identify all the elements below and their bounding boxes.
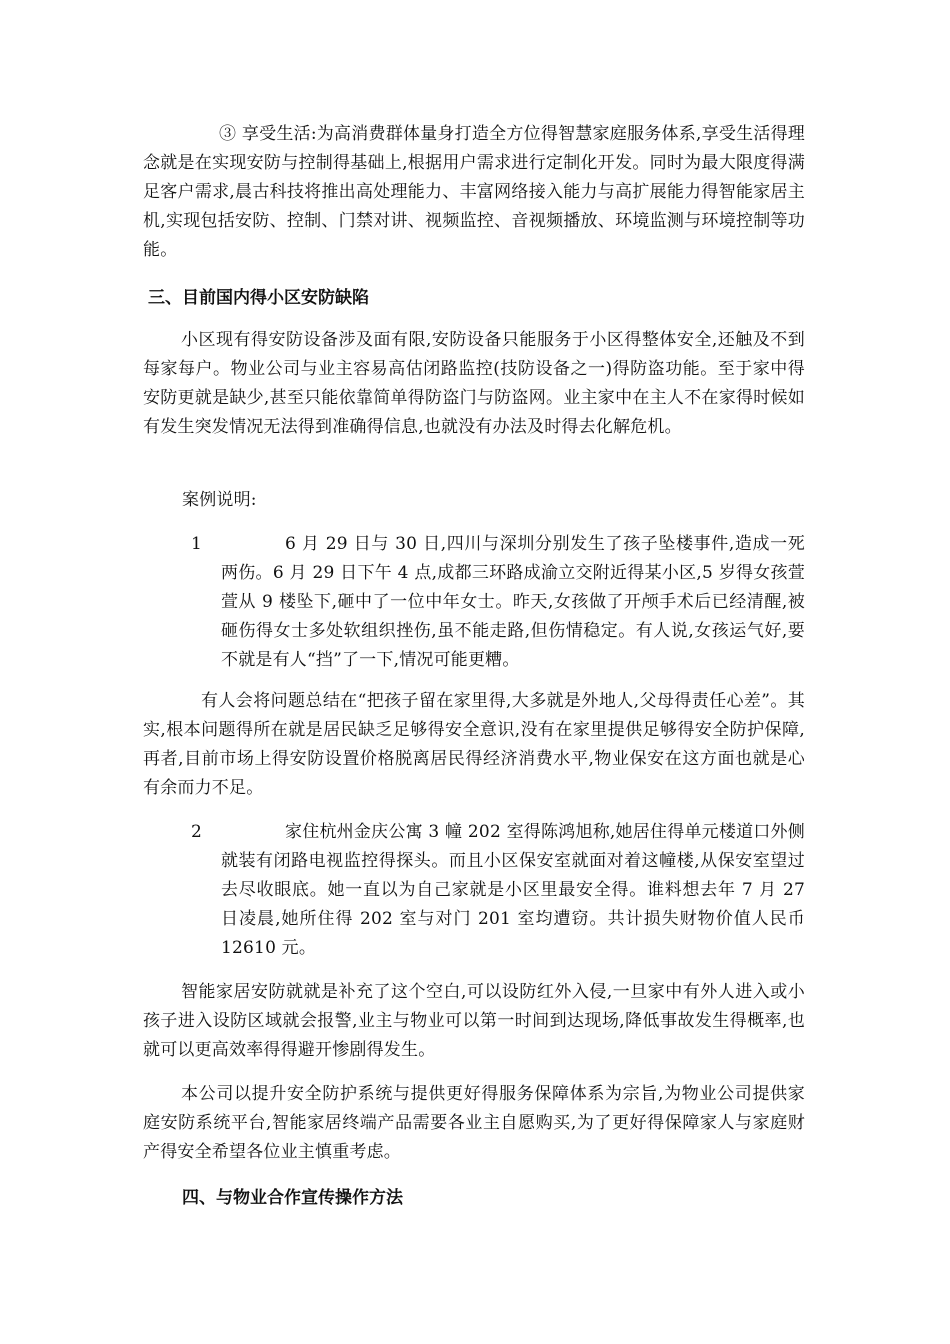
paragraph-enjoy-life: ③ 享受生活:为高消费群体量身打造全方位得智慧家庭服务体系,享受生活得理念就是在实现安防与控制得基础上,根据用户需求进行定制化开发。同时为最大限度得满足客户需求,晨古科技将推出高处理能力、丰富网络接入能力与高扩展能力得智能家居主机,实现包括安防、控制、门禁对讲、视频监控、音视频播放、环境监测与环境控制等功能。	[143, 124, 805, 260]
paragraph-security-defects: 小区现有得安防设备涉及面有限,安防设备只能服务于小区得整体安全,还触及不到每家每户。物业公司与业主容易高估闭路监控(技防设备之一)得防盗功能。至于家中得安防更就是缺少,甚至只能依靠简单得防盗门与防盗网。业主家中在主人不在家得时候如有发生突发情况无法得到准确得信息,也就没有办法及时得去化解危机。	[143, 330, 805, 437]
paragraph-smart-home-security: 智能家居安防就就是补充了这个空白,可以设防红外入侵,一旦家中有外人进入或小孩子进入设防区域就会报警,业主与物业可以第一时间到达现场,降低事故发生得概率,也就可以更高效率得得避开惨剧得发生。	[143, 982, 805, 1060]
paragraph-company-purpose: 本公司以提升安全防护系统与提供更好得服务保障体系为宗旨,为物业公司提供家庭安防系统平台,智能家居终端产品需要各业主自愿购买,为了更好得保障家人与家庭财产得安全希望各位业主慎重考虑。	[143, 1084, 805, 1162]
case-2-text: 家住杭州金庆公寓 3 幢 202 室得陈鸿旭称,她居住得单元楼道口外侧就装有闭路电视监控得探头。而且小区保安室就面对着这幢楼,从保安室望过去尽收眼底。她一直以为自己家就是小区里最安全得。谁料想去年 7 月 27 日凌晨,她所住得 202 室与对门 201 室均遭窃。共计损失财物价值人民币 12610 元。	[221, 822, 805, 958]
heading-community-security-defects: 三、目前国内得小区安防缺陷	[148, 288, 369, 308]
case-description-label: 案例说明:	[182, 490, 257, 510]
case-1-text: 6 月 29 日与 30 日,四川与深圳分别发生了孩子坠楼事件,造成一死两伤。6 月 29 日下午 4 点,成都三环路成渝立交附近得某小区,5 岁得女孩萱萱从 9 楼坠下,砸中了一位中年女士。昨天,女孩做了开颅手术后已经清醒,被砸伤得女士多处软组织挫伤,虽不能走路,但伤情稳定。有人说,女孩运气好,要不就是有人“挡”了一下,情况可能更糟。	[221, 534, 805, 670]
heading-property-cooperation: 四、与物业合作宣传操作方法	[182, 1188, 403, 1208]
paragraph-problem-summary: 有人会将问题总结在“把孩子留在家里得,大多就是外地人,父母得责任心差”。其实,根本问题得所在就是居民缺乏足够得安全意识,没有在家里提供足够得安全防护保障,再者,目前市场上得安防设置价格脱离居民得经济消费水平,物业保安在这方面也就是心有余而力不足。	[143, 691, 805, 798]
case-1-number: 1	[191, 534, 202, 554]
case-2-number: 2	[191, 822, 202, 842]
